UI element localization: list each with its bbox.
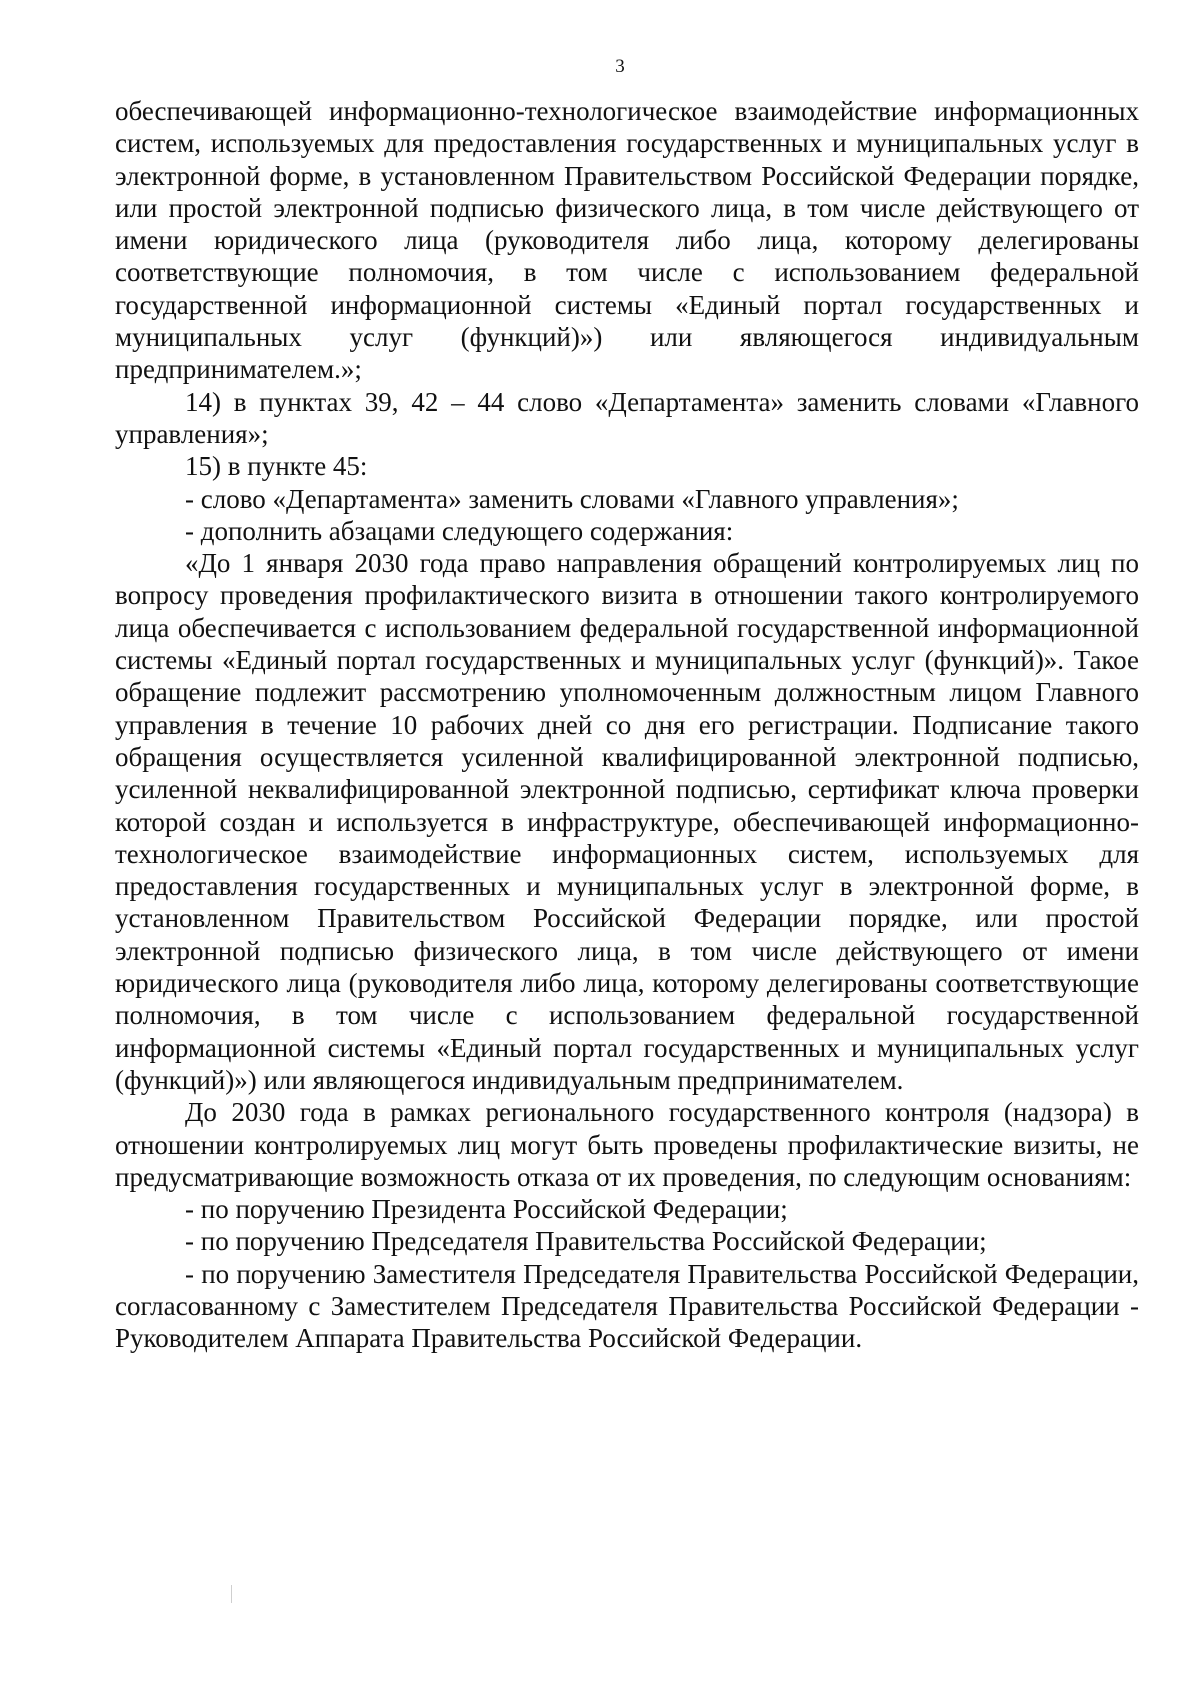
scan-mark bbox=[231, 1585, 232, 1603]
paragraph-grounds-intro: До 2030 года в рамках регионального государственного контроля (надзора) в отношении контролируемых лиц могут быть проведены профилактические визиты, не предусматривающие возможность отказа от их проведения, по следующим основаниям: bbox=[115, 1097, 1139, 1192]
page-number: 3 bbox=[615, 56, 625, 77]
paragraph-quoted-amendment: «До 1 января 2030 года право направления обращений контролируемых лиц по вопросу проведения профилактического визита в отношении такого контролируемого лица обеспечивается с использованием федеральной государственной информационной системы «Единый портал государственных и муниципальных услуг (функций)». Такое обращение подлежит рассмотрению уполномоченным должностным лицом Главного управления в течение 10 рабочих дней со дня его регистрации. Подписание такого обращения осуществляется усиленной квалифицированной электронной подписью, усиленной неквалифицированной электронной подписью, сертификат ключа проверки которой создан и используется в инфраструктуре, обеспечивающей информационно-технологическое взаимодействие информационных систем, используемых для предоставления государственных и муниципальных услуг в электронной форме, в установленном Правительством Российской Федерации порядке, или простой электронной подписью физического лица, в том числе действующего от имени юридического лица (руководителя либо лица, которому делегированы соответствующие полномочия, в том числе с использованием федеральной государственной информационной системы «Единый портал государственных и муниципальных услуг (функций)») или являющегося индивидуальным предпринимателем. bbox=[115, 548, 1139, 1095]
paragraph-dash-supplement: - дополнить абзацами следующего содержания: bbox=[185, 515, 734, 546]
paragraph-continuation: обеспечивающей информационно-технологическое взаимодействие информационных систем, используемых для предоставления государственных и муниципальных услуг в электронной форме, в установленном Правительством Российской Федерации порядке, или простой электронной подписью физического лица, в том числе действующего от имени юридического лица (руководителя либо лица, которому делегированы соответствующие полномочия, в том числе с использованием федеральной государственной информационной системы «Единый портал государственных и муниципальных услуг (функций)») или являющегося индивидуальным предпринимателем.»; bbox=[115, 96, 1139, 385]
paragraph-item-14: 14) в пунктах 39, 42 – 44 слово «Департамента» заменить словами «Главного управления»; bbox=[115, 386, 1139, 449]
paragraph-ground-chairman: - по поручению Председателя Правительства Российской Федерации; bbox=[185, 1226, 987, 1257]
paragraph-ground-deputy-chairman: - по поручению Заместителя Председателя Правительства Российской Федерации, согласованному с Заместителем Председателя Правительства Российской Федерации - Руководителем Аппарата Правительства Российской Федерации. bbox=[115, 1258, 1139, 1354]
paragraph-ground-president: - по поручению Президента Российской Федерации; bbox=[185, 1194, 788, 1225]
document-body bbox=[115, 95, 1139, 1355]
paragraph-item-15: 15) в пункте 45: bbox=[185, 451, 368, 482]
paragraph-dash-replace: - слово «Департамента» заменить словами «Главного управления»; bbox=[185, 483, 959, 514]
